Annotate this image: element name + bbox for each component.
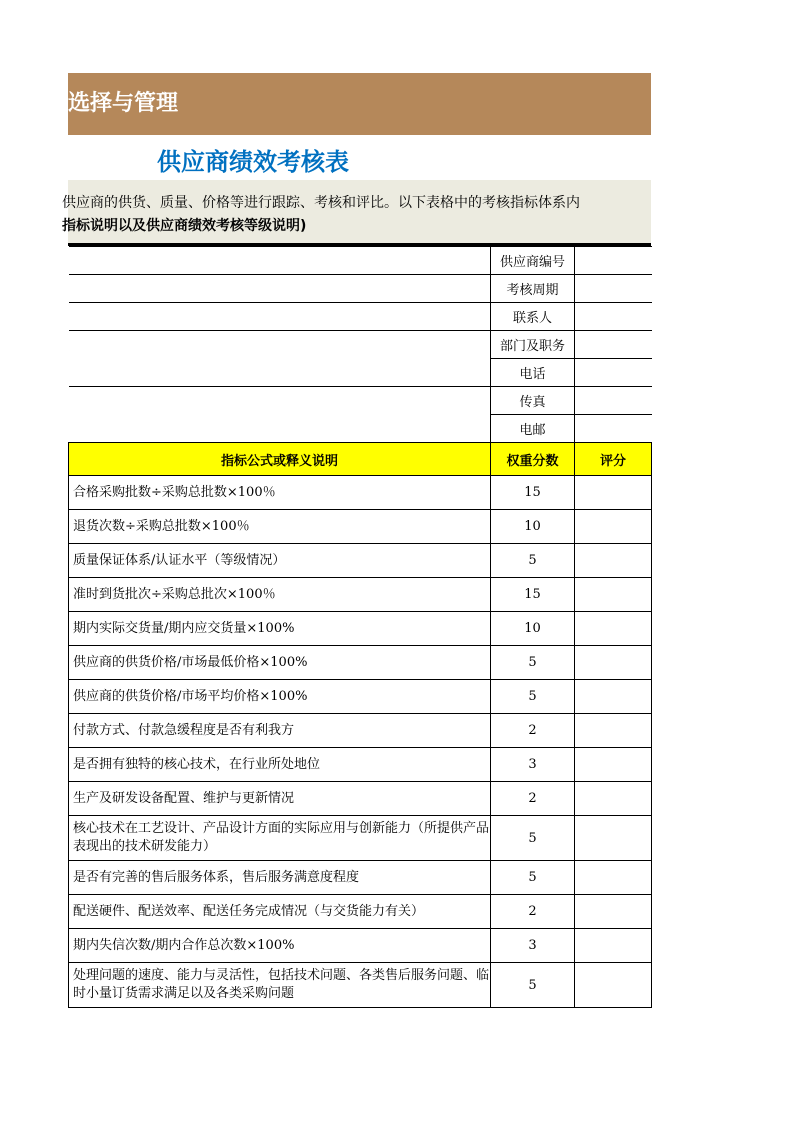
weight-value: 15 xyxy=(491,578,575,612)
indicator-desc: 合格采购批数÷采购总批数×100％ xyxy=(69,476,491,510)
indicator-desc: 退货次数÷采购总批数×100％ xyxy=(69,510,491,544)
info-row xyxy=(69,331,652,359)
indicator-desc: 生产及研发设备配置、维护与更新情况 xyxy=(69,782,491,816)
score-field[interactable] xyxy=(575,612,652,646)
weight-value: 2 xyxy=(491,895,575,929)
info-value-field[interactable] xyxy=(575,247,652,275)
table-row xyxy=(69,510,652,544)
info-blank xyxy=(69,247,491,275)
score-field[interactable] xyxy=(575,680,652,714)
info-value-field[interactable] xyxy=(575,387,652,415)
indicator-desc: 供应商的供货价格/市场平均价格×100% xyxy=(69,680,491,714)
table-row xyxy=(69,929,652,963)
weight-value: 5 xyxy=(491,646,575,680)
indicator-desc: 准时到货批次÷采购总批次×100％ xyxy=(69,578,491,612)
score-field[interactable] xyxy=(575,714,652,748)
weight-value: 3 xyxy=(491,929,575,963)
table-row xyxy=(69,748,652,782)
weight-value: 5 xyxy=(491,816,575,861)
weight-value: 5 xyxy=(491,861,575,895)
table-row xyxy=(69,578,652,612)
intro-line-1: 供应商的供货、质量、价格等进行跟踪、考核和评比。以下表格中的考核指标体系内 xyxy=(62,195,580,211)
header-desc: 指标公式或释义说明 xyxy=(69,443,491,476)
info-value-field[interactable] xyxy=(575,415,652,443)
indicator-desc: 配送硬件、配送效率、配送任务完成情况（与交货能力有关） xyxy=(69,895,491,929)
info-blank xyxy=(69,331,491,387)
indicator-desc: 是否拥有独特的核心技术，在行业所处地位 xyxy=(69,748,491,782)
weight-value: 10 xyxy=(491,510,575,544)
score-field[interactable] xyxy=(575,816,652,861)
score-field[interactable] xyxy=(575,861,652,895)
indicator-desc: 是否有完善的售后服务体系，售后服务满意度程度 xyxy=(69,861,491,895)
info-label: 电邮 xyxy=(491,415,575,443)
info-value-field[interactable] xyxy=(575,275,652,303)
score-field[interactable] xyxy=(575,578,652,612)
table-row xyxy=(69,612,652,646)
weight-value: 15 xyxy=(491,476,575,510)
indicator-desc: 供应商的供货价格/市场最低价格×100% xyxy=(69,646,491,680)
intro-band xyxy=(62,180,651,244)
indicator-desc: 处理问题的速度、能力与灵活性，包括技术问题、各类售后服务问题、临时小量订货需求满足以及各类采购问题 xyxy=(69,963,491,1008)
header-weight: 权重分数 xyxy=(491,443,575,476)
weight-value: 5 xyxy=(491,544,575,578)
table-header-row xyxy=(69,443,652,476)
header-score: 评分 xyxy=(575,443,652,476)
weight-value: 2 xyxy=(491,782,575,816)
weight-value: 5 xyxy=(491,680,575,714)
table-row xyxy=(69,782,652,816)
page-title: 供应商绩效考核表 xyxy=(157,148,349,176)
score-field[interactable] xyxy=(575,929,652,963)
indicator-desc: 付款方式、付款急缓程度是否有利我方 xyxy=(69,714,491,748)
banner-text: 商选择与管理 xyxy=(46,91,179,116)
info-label: 部门及职务 xyxy=(491,331,575,359)
score-field[interactable] xyxy=(575,646,652,680)
indicator-desc: 质量保证体系/认证水平（等级情况） xyxy=(69,544,491,578)
weight-value: 3 xyxy=(491,748,575,782)
score-field[interactable] xyxy=(575,544,652,578)
info-label: 电话 xyxy=(491,359,575,387)
weight-value: 5 xyxy=(491,963,575,1008)
table-row xyxy=(69,816,652,861)
info-blank xyxy=(69,387,491,443)
intro-line-2: 指标说明以及供应商绩效考核等级说明) xyxy=(62,218,307,234)
weight-value: 2 xyxy=(491,714,575,748)
table-row xyxy=(69,680,652,714)
table-row xyxy=(69,861,652,895)
info-value-field[interactable] xyxy=(575,359,652,387)
table-row xyxy=(69,646,652,680)
section-banner xyxy=(46,73,651,135)
info-row xyxy=(69,387,652,415)
table-row xyxy=(69,895,652,929)
info-value-field[interactable] xyxy=(575,331,652,359)
score-field[interactable] xyxy=(575,963,652,1008)
assessment-table xyxy=(68,246,652,1008)
score-field[interactable] xyxy=(575,895,652,929)
weight-value: 10 xyxy=(491,612,575,646)
info-row xyxy=(69,247,652,275)
indicator-desc: 期内实际交货量/期内应交货量×100% xyxy=(69,612,491,646)
table-row xyxy=(69,544,652,578)
table-row xyxy=(69,963,652,1008)
table-row xyxy=(69,476,652,510)
info-label: 供应商编号 xyxy=(491,247,575,275)
info-value-field[interactable] xyxy=(575,303,652,331)
info-label: 传真 xyxy=(491,387,575,415)
info-row xyxy=(69,275,652,303)
score-field[interactable] xyxy=(575,476,652,510)
score-field[interactable] xyxy=(575,748,652,782)
info-label: 考核周期 xyxy=(491,275,575,303)
score-field[interactable] xyxy=(575,510,652,544)
info-blank xyxy=(69,303,491,331)
indicator-desc: 核心技术在工艺设计、产品设计方面的实际应用与创新能力（所提供产品表现出的技术研发能力） xyxy=(69,816,491,861)
score-field[interactable] xyxy=(575,782,652,816)
info-row xyxy=(69,303,652,331)
table-row xyxy=(69,714,652,748)
info-label: 联系人 xyxy=(491,303,575,331)
info-blank xyxy=(69,275,491,303)
indicator-desc: 期内失信次数/期内合作总次数×100% xyxy=(69,929,491,963)
